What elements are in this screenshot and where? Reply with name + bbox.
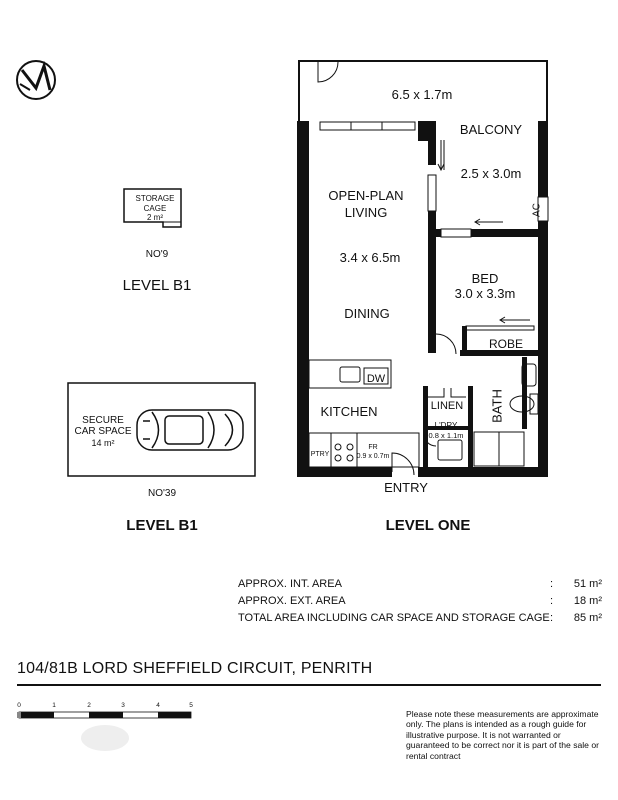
fridge-dimensions: 0.9 x 0.7m	[356, 453, 390, 460]
area-label: APPROX. EXT. AREA	[238, 595, 346, 607]
terrace-dimensions: 6.5 x 1.7m	[391, 87, 453, 102]
laundry-label: L'DRY	[434, 421, 458, 430]
car-space-label-1: SECURE	[82, 415, 124, 426]
balcony-dimensions: 2.5 x 3.0m	[460, 166, 522, 181]
area-separator: :	[550, 595, 554, 607]
entry-label: ENTRY	[384, 480, 428, 495]
living-label-2: LIVING	[344, 205, 388, 220]
car-space-area: 14 m²	[91, 438, 115, 448]
scale-tick-4: 4	[156, 702, 160, 709]
dw-label: DW	[366, 373, 386, 385]
linen-label: LINEN	[430, 400, 464, 412]
scale-tick-3: 3	[121, 702, 125, 709]
divider-line	[17, 684, 601, 686]
area-row-external	[238, 595, 604, 612]
bath-label: BATH	[489, 389, 505, 423]
area-separator: :	[550, 612, 554, 624]
area-row-internal	[238, 578, 604, 595]
living-dimensions: 3.4 x 6.5m	[339, 250, 401, 265]
car-icon	[137, 410, 243, 450]
storage-cage-level: LEVEL B1	[122, 277, 192, 294]
dining-label: DINING	[344, 306, 390, 321]
disclaimer-text: Please note these measurements are approximate only. The plans is intended as a rough guide for illustrative purpose. It is not warranted or guaranteed to be correct nor it is part of the sale or rental contract	[406, 709, 599, 761]
bed-label: BED	[471, 271, 499, 286]
area-separator: :	[550, 578, 554, 590]
balcony-label: BALCONY	[459, 122, 523, 137]
car-space-label-2: CAR SPACE	[74, 426, 132, 437]
area-value: 51 m²	[573, 578, 602, 590]
car-space-number: NO'39	[147, 488, 177, 499]
ac-label: AC	[531, 203, 543, 217]
scale-tick-1: 1	[52, 702, 56, 709]
area-value: 85 m²	[573, 612, 602, 624]
area-row-total	[238, 612, 604, 629]
kitchen-label: KITCHEN	[320, 404, 378, 419]
fridge-label: FR	[368, 444, 378, 451]
area-label: TOTAL AREA INCLUDING CAR SPACE AND STORAGE CAGE	[238, 612, 550, 624]
scale-tick-2: 2	[87, 702, 91, 709]
robe-label: ROBE	[488, 337, 524, 351]
storage-cage-number: NO'9	[145, 249, 169, 260]
area-label: APPROX. INT. AREA	[238, 578, 342, 590]
car-space-level: LEVEL B1	[126, 517, 198, 534]
level-one-label: LEVEL ONE	[385, 517, 471, 534]
storage-cage-area: 2 m²	[147, 213, 163, 222]
bed-dimensions: 3.0 x 3.3m	[454, 286, 516, 301]
pantry-label: PTRY	[310, 451, 330, 458]
property-address: 104/81B LORD SHEFFIELD CIRCUIT, PENRITH	[17, 660, 373, 677]
area-summary	[238, 578, 604, 629]
laundry-dimensions: 0.8 x 1.1m	[428, 431, 464, 440]
storage-cage-label-2: CAGE	[143, 204, 167, 213]
living-label-1: OPEN-PLAN	[328, 188, 404, 203]
area-value: 18 m²	[573, 595, 602, 607]
storage-cage-label-1: STORAGE	[135, 194, 175, 203]
scale-tick-5: 5	[189, 702, 193, 709]
scale-bar	[17, 712, 191, 718]
north-arrow-icon	[17, 61, 55, 99]
watermark-blob	[81, 725, 129, 751]
scale-tick-0: 0	[17, 702, 21, 709]
